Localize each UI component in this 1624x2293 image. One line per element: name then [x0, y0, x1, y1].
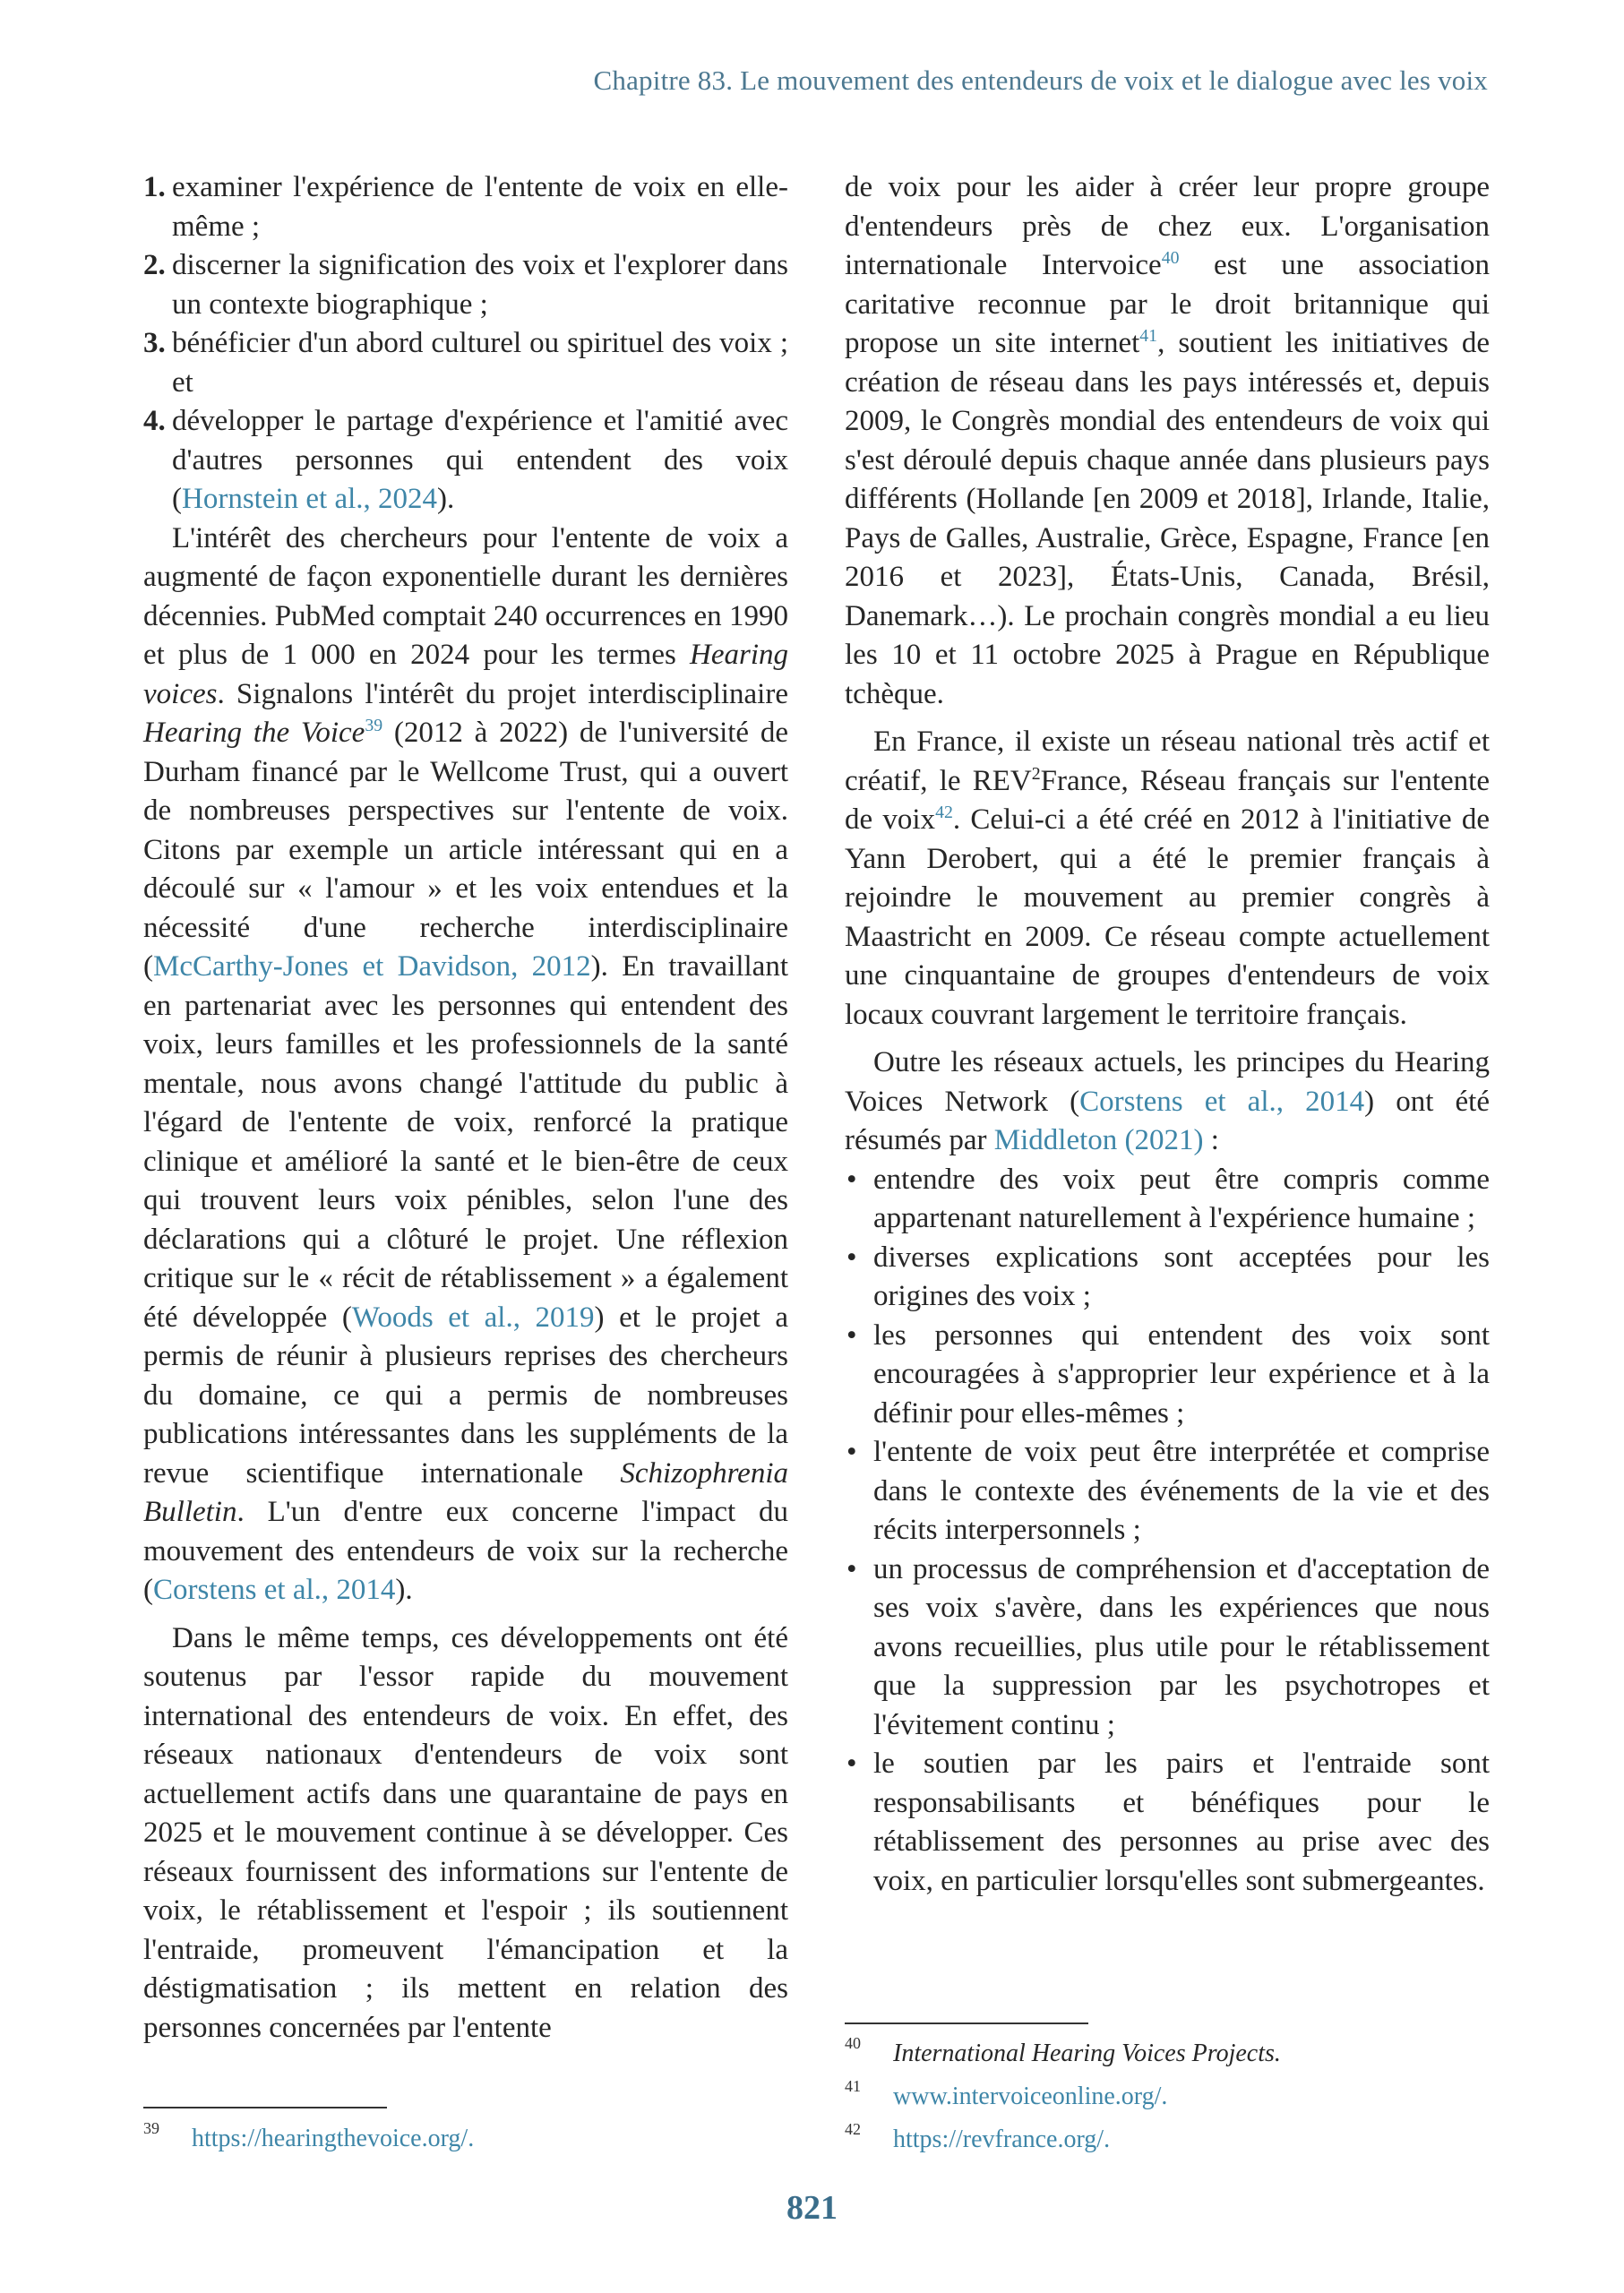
- footnote-number: 39: [143, 2119, 159, 2137]
- body-paragraph: [845, 1043, 1490, 1161]
- footnote-number: 41: [845, 2077, 861, 2095]
- text-run: L'intérêt des chercheurs pour l'entente de voix a augmenté de façon exponentielle durant les dernières décennies. PubMed comptait 240 occurrences en 1990 et plus de 1 000 en 2024 pour les termes: [143, 521, 788, 671]
- footnote-ref[interactable]: 40: [1161, 248, 1180, 268]
- list-number: 3.: [143, 327, 166, 359]
- list-item-text: l'entente de voix peut être interprétée et comprise dans le contexte des événements de la vie et des récits interpersonnels ;: [873, 1436, 1490, 1546]
- bullet-list: [845, 1161, 1490, 1902]
- bullet-icon: •: [846, 1241, 857, 1274]
- running-head: Chapitre 83. Le mouvement des entendeurs de voix et le dialogue avec les voix: [593, 64, 1488, 96]
- list-item: [845, 1433, 1490, 1550]
- list-item: [845, 1239, 1490, 1317]
- citation-link[interactable]: McCarthy-Jones et Davidson, 2012: [153, 950, 591, 983]
- body-paragraph: [845, 723, 1490, 1035]
- list-item: [845, 1161, 1490, 1239]
- list-number: 4.: [143, 405, 166, 437]
- footnote-ref[interactable]: 42: [935, 803, 953, 822]
- text-run: ) ont été résumés par: [845, 1085, 1490, 1156]
- list-number: 2.: [143, 249, 166, 281]
- italic-term: Hearing voices: [143, 639, 788, 710]
- list-item-text: bénéficier d'un abord culturel ou spirituel des voix ; et: [172, 327, 788, 399]
- numbered-list: [143, 168, 788, 520]
- list-item-text: développer le partage d'expérience et l'amitié avec d'autres personnes qui entendent des voix (: [172, 405, 788, 515]
- footnote-ref[interactable]: 41: [1139, 326, 1158, 346]
- footnote-link[interactable]: https://revfrance.org/.: [893, 2126, 1111, 2153]
- list-item-text: discerner la signification des voix et l'explorer dans un contexte biographique ;: [172, 249, 788, 321]
- bullet-icon: •: [846, 1163, 857, 1196]
- list-item-text: les personnes qui entendent des voix sont encouragées à s'approprier leur expérience et à la définir pour elles-mêmes ;: [873, 1318, 1490, 1430]
- footnote-text: International Hearing Voices Projects.: [893, 2040, 1281, 2067]
- bullet-icon: •: [846, 1748, 857, 1780]
- footnote-number: 40: [845, 2034, 861, 2052]
- text-run: (2012 à 2022) de l'université de Durham financé par le Wellcome Trust, qui a ouvert de nombreuses perspectives sur l'entente de voix. Citons par exemple un article intéressant qui en a découlé sur « l'amour » et les voix entendues et la nécessité d'une recherche interdisciplinaire (: [143, 717, 788, 983]
- right-column: [845, 168, 1490, 1901]
- list-item: [845, 1550, 1490, 1746]
- citation-link[interactable]: Woods et al., 2019: [351, 1301, 595, 1334]
- bullet-icon: •: [846, 1318, 857, 1352]
- citation-link[interactable]: Corstens et al., 2014: [153, 1574, 396, 1606]
- italic-term: Hearing the Voice: [143, 717, 365, 749]
- footnote-number: 42: [845, 2120, 861, 2138]
- list-item: [143, 246, 788, 324]
- footnote-ref[interactable]: 39: [365, 716, 383, 735]
- list-item-text: un processus de compréhension et d'acceptation de ses voix s'avère, dans les expériences que nous avons recueillies, plus utile pour le rétablissement que la suppression par les psychotropes et l'évitement continu ;: [873, 1552, 1490, 1741]
- superscript: 2: [1031, 763, 1041, 784]
- list-item-text: examiner l'expérience de l'entente de voix en elle-même ;: [172, 171, 788, 243]
- text-run: . L'un d'entre eux concerne l'impact du mouvement des entendeurs de voix sur la recherche (: [143, 1496, 788, 1606]
- list-item: [845, 1745, 1490, 1901]
- list-item: [143, 324, 788, 402]
- list-number: 1.: [143, 171, 166, 203]
- page-number: 821: [786, 2189, 838, 2227]
- italic-term: Schizophrenia Bulletin: [143, 1456, 788, 1528]
- text-run: ).: [395, 1574, 413, 1606]
- footnote-divider: [143, 2107, 387, 2108]
- citation-link[interactable]: Hornstein et al., 2024: [182, 483, 438, 515]
- text-run: ) et le projet a permis de réunir à plusieurs reprises des chercheurs du domaine, ce qui a permis de nombreuses publications intéressantes dans les suppléments de la revue scientifique internationale: [143, 1301, 788, 1490]
- list-item: [143, 168, 788, 246]
- body-paragraph: [845, 168, 1490, 714]
- footnote-link[interactable]: https://hearingthevoice.org/.: [192, 2125, 475, 2152]
- text-run: Outre les réseaux actuels, les principes du Hearing Voices Network (: [845, 1046, 1490, 1118]
- text-run: ).: [437, 483, 455, 515]
- text-run: . Signalons l'intérêt du projet interdisciplinaire: [217, 677, 788, 710]
- list-item-text: le soutien par les pairs et l'entraide sont responsabilisants et bénéfiques pour le rétablissement des personnes au prise avec des voix, en particulier lorsqu'elles sont submergeantes.: [873, 1748, 1490, 1897]
- footnote-divider: [845, 2022, 1088, 2024]
- text-run: :: [1203, 1124, 1219, 1156]
- bullet-icon: •: [846, 1436, 857, 1468]
- text-run: France, Réseau français sur l'entente de voix: [845, 764, 1491, 836]
- body-paragraph: [143, 520, 788, 1610]
- body-paragraph: Dans le même temps, ces développements ont été soutenus par l'essor rapide du mouvement international des entendeurs de voix. En effet, des réseaux nationaux d'entendeurs de voix sont actuellement actifs dans une quarantaine de pays en 2025 et le mouvement continue à se développer. Ces réseaux fournissent des informations sur l'entente de voix, le rétablissement et l'espoir ; ils soutiennent l'entraide, promeuvent l'émancipation et la déstigmatisation ; ils mettent en relation des personnes concernées par l'entente: [143, 1621, 788, 2044]
- list-item-text: entendre des voix peut être compris comme appartenant naturellement à l'expérience humaine ;: [873, 1163, 1490, 1234]
- citation-link[interactable]: Middleton (2021): [993, 1124, 1204, 1156]
- bullet-icon: •: [846, 1552, 857, 1585]
- footnote-link[interactable]: www.intervoiceonline.org/.: [893, 2083, 1168, 2110]
- text-run: . Celui-ci a été créé en 2012 à l'initiative de Yann Derobert, qui a été le premier français à rejoindre le mouvement au premier congrès à Maastricht en 2009. Ce réseau compte actuellement une cinquantaine de groupes d'entendeurs de voix locaux couvrant largement le territoire français.: [845, 803, 1490, 1031]
- text-run: , soutient les initiatives de création de réseau dans les pays intéressés et, depuis 2009, le Congrès mondial des entendeurs de voix qui s'est déroulé depuis chaque année dans plusieurs pays différents (Hollande [en 2009 et 2018], Irlande, Italie, Pays de Galles, Australie, Grèce, Espagne, France [en 2016 et 2023], États-Unis, Canada, Brésil, Danemark…). Le prochain congrès mondial a eu lieu les 10 et 11 octobre 2025 à Prague en République tchèque.: [845, 327, 1490, 710]
- citation-link[interactable]: Corstens et al., 2014: [1079, 1085, 1365, 1118]
- list-item-text: diverses explications sont acceptées pour les origines des voix ;: [873, 1241, 1490, 1312]
- left-column: [143, 168, 788, 2048]
- list-item: [845, 1317, 1490, 1434]
- text-run: de voix pour les aider à créer leur propre groupe d'entendeurs près de chez eux. L'organisation internationale Intervoice: [845, 171, 1490, 281]
- text-run: est une association caritative reconnue par le droit britannique qui propose un site internet: [845, 249, 1490, 359]
- text-run: ). En travaillant en partenariat avec les personnes qui entendent des voix, leurs familles et les professionnels de la santé mentale, nous avons changé l'attitude du public à l'égard de l'entente de voix, renforcé la pratique clinique et amélioré la santé et le bien-être de ceux qui trouvent leurs voix pénibles, selon l'une des déclarations qui a clôturé le projet. Une réflexion critique sur le « récit de rétablissement » a également été développée (: [143, 950, 788, 1334]
- text-run: En France, il existe un réseau national très actif et créatif, le REV: [845, 726, 1490, 797]
- list-item: [143, 402, 788, 520]
